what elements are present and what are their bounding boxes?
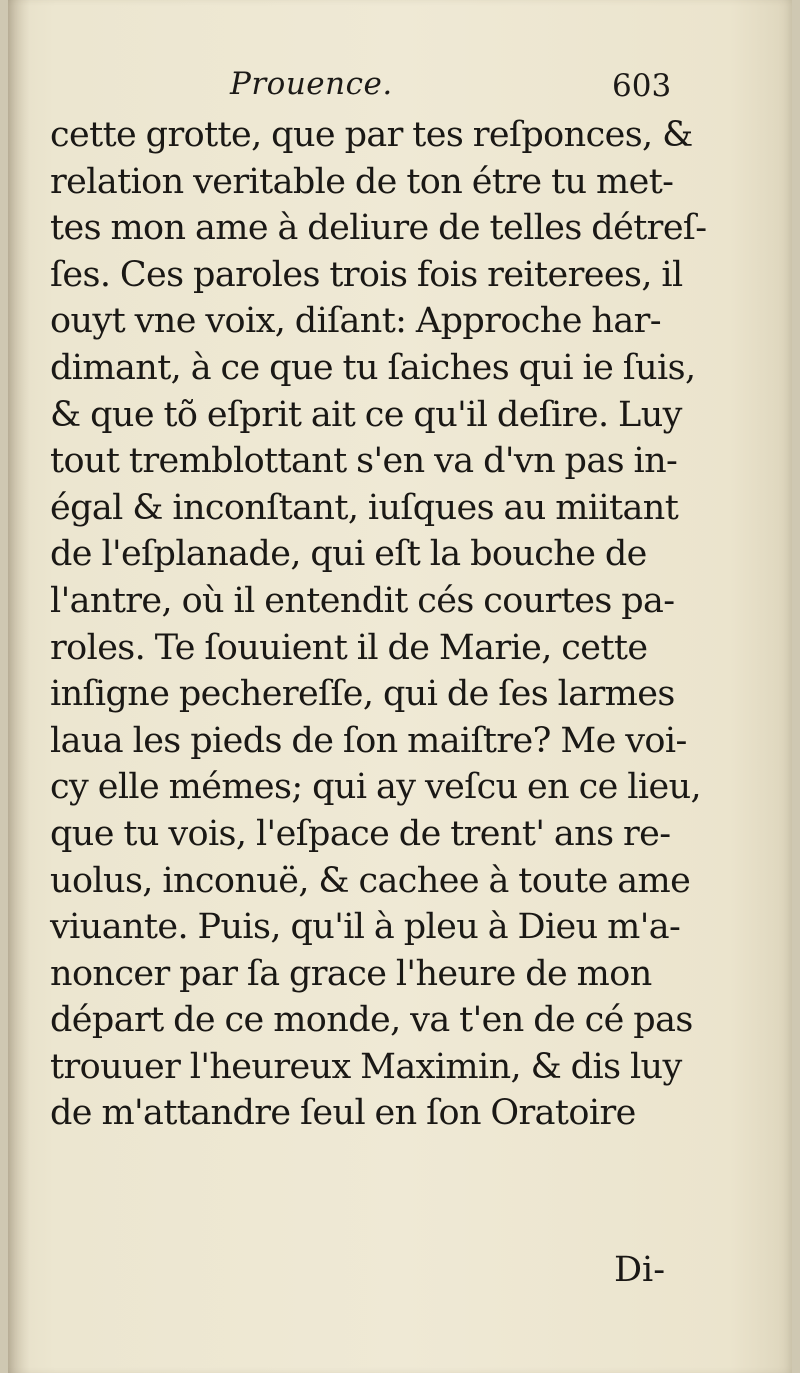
body-text [50,112,730,1137]
text-line: inſigne pechereſſe, qui de ſes larmes [50,674,675,715]
page-number: 603 [612,68,672,104]
text-line: uolus, inconuë, & cachee à toute ame [50,860,691,901]
text-line: départ de ce monde, va t'en de cé pas [50,1000,693,1041]
text-line: roles. Te ſouuient il de Marie, cette [50,627,648,668]
text-line: tout tremblottant s'en va d'vn pas in- [50,441,678,482]
text-line: égal & inconſtant, iuſques au miitant [50,487,679,528]
text-line: cy elle mémes; qui ay veſcu en ce lieu, [50,767,702,808]
catchword: Di- [614,1250,666,1290]
text-line: ouyt vne voix, diſant: Approche har- [50,301,661,342]
text-line: & que tõ eſprit ait ce qu'il deſire. Luy [50,394,682,435]
page-header [8,62,792,112]
gutter-shadow [8,0,30,1373]
text-line: viuante. Puis, qu'il à pleu à Dieu m'a- [50,907,681,948]
text-line: trouuer l'heureux Maximin, & dis luy [50,1046,682,1087]
text-line: de m'attandre ſeul en ſon Oratoire [50,1093,636,1134]
running-title: Prouence. [230,66,393,102]
text-line: relation veritable de ton étre tu met- [50,161,674,202]
text-line: de l'eſplanade, qui eſt la bouche de [50,534,647,575]
text-line: que tu vois, l'eſpace de trent' ans re- [50,813,671,854]
text-line: ſes. Ces paroles trois fois reiterees, il [50,254,683,295]
text-line: tes mon ame à deliure de telles détreſ- [50,208,707,249]
text-line: noncer par ſa grace l'heure de mon [50,953,652,994]
text-line: dimant, à ce que tu ſaiches qui ie ſuis, [50,347,696,388]
text-line: l'antre, où il entendit cés courtes pa- [50,580,675,621]
text-line: laua les pieds de ſon maiſtre? Me voi- [50,720,687,761]
book-page [8,0,792,1373]
text-line: cette grotte, que par tes reſponces, & [50,115,693,155]
